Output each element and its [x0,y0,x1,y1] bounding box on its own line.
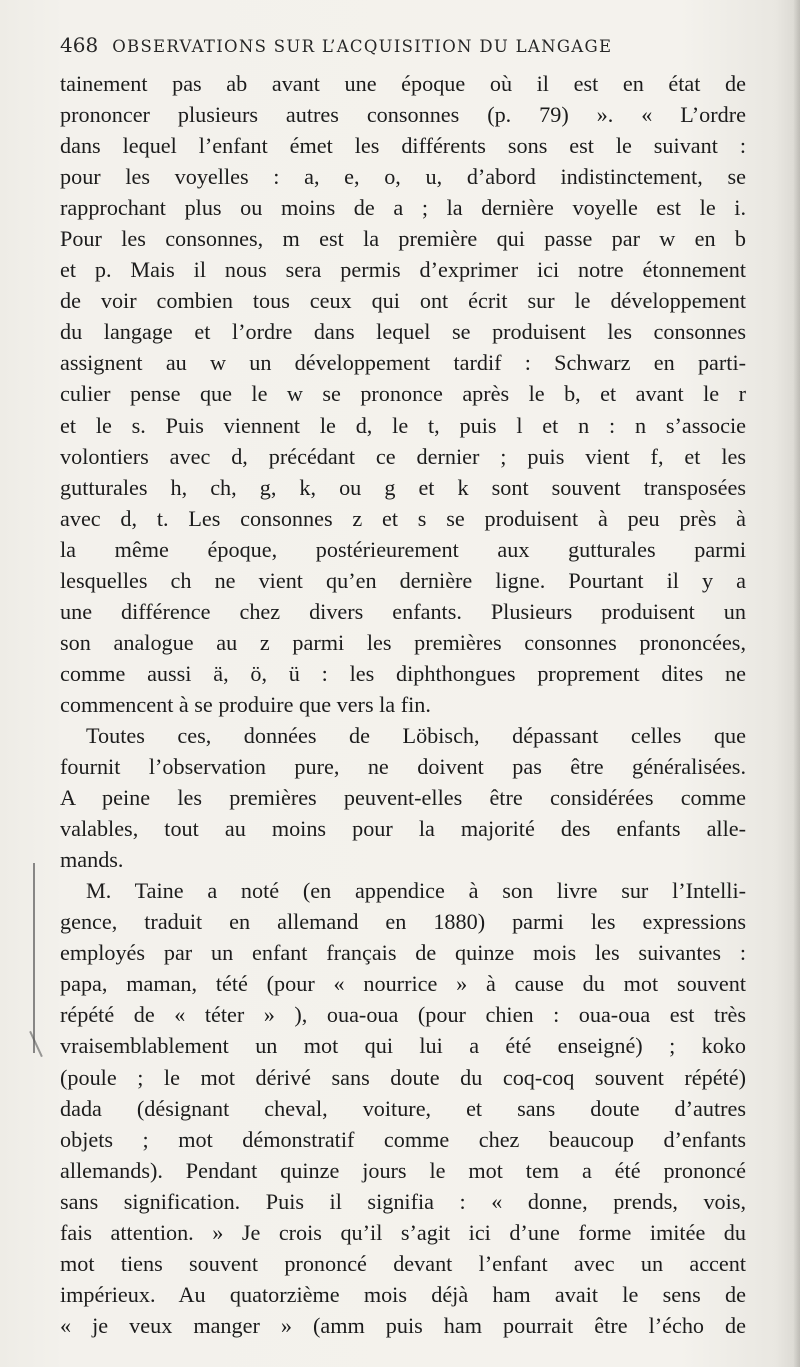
text-line: « je veux manger » (amm puis ham pourrait être l’écho de [60,1312,746,1338]
text-line: fais attention. » Je crois qu’il s’agit ici d’une forme imitée du [60,1219,746,1245]
page-edge [794,0,800,1367]
text-line: du langage et l’ordre dans lequel se produisent les consonnes [60,319,746,345]
text-line: Pour les consonnes, m est la première qui passe par w en b [60,226,746,252]
text-line: (poule ; le mot dérivé sans doute du coq-coq souvent répété) [60,1064,746,1090]
margin-pencil-mark [33,863,35,1053]
text-line: objets ; mot démonstratif comme chez beaucoup d’enfants [60,1126,746,1152]
text-line: rapprochant plus ou moins de a ; la dernière voyelle est le i. [60,195,746,221]
text-line: comme aussi ä, ö, ü : les diphthongues proprement dites ne [60,660,746,686]
text-line: Toutes ces, données de Löbisch, dépassant celles que [86,722,746,748]
text-line: sans signification. Puis il signifia : « donne, prends, vois, [60,1188,746,1214]
margin-pencil-mark-tail [29,1031,43,1057]
body-text [60,68,746,1341]
running-title: OBSERVATIONS SUR L’ACQUISITION DU LANGAGE [112,37,613,56]
text-line: vraisemblablement un mot qui lui a été enseigné) ; koko [60,1033,746,1059]
text-line: fournit l’observation pure, ne doivent pas être généralisées. [60,754,746,780]
text-line: M. Taine a noté (en appendice à son livre sur l’Intelli- [86,878,746,904]
text-line: de voir combien tous ceux qui ont écrit sur le développement [60,288,746,314]
text-line: avec d, t. Les consonnes z et s se produisent à peu près à [60,505,746,531]
text-line: tainement pas ab avant une époque où il est en état de [60,71,746,96]
text-line: dada (désignant cheval, voiture, et sans doute d’autres [60,1095,746,1121]
text-line: prononcer plusieurs autres consonnes (p. 79) ». « L’ordre [60,102,746,128]
text-line: dans lequel l’enfant émet les différents sons est le suivant : [60,133,746,159]
text-line: mands. [60,847,124,873]
text-line: culier pense que le w se prononce après le b, et avant le r [60,381,746,407]
text-line: lesquelles ch ne vient qu’en dernière ligne. Pourtant il y a [60,567,746,593]
text-line: et p. Mais il nous sera permis d’exprimer ici notre étonnement [60,257,746,283]
text-line: commencent à se produire que vers la fin. [60,691,431,717]
text-line: employés par un enfant français de quinze mois les suivantes : [60,940,746,966]
text-line: volontiers avec d, précédant ce dernier ; puis vient f, et les [60,443,746,469]
running-header [60,33,745,57]
text-line: papa, maman, tété (pour « nourrice » à cause du mot souvent [60,971,746,997]
text-line: mot tiens souvent prononcé devant l’enfant avec un accent [60,1250,746,1276]
text-line: la même époque, postérieurement aux gutturales parmi [60,536,746,562]
text-line: et le s. Puis viennent le d, le t, puis l et n : n s’associe [60,412,746,438]
text-line: répété de « téter » ), oua-oua (pour chien : oua-oua est très [60,1002,746,1028]
text-line: pour les voyelles : a, e, o, u, d’abord indistinctement, se [60,164,746,190]
text-line: assignent au w un développement tardif : Schwarz en parti- [60,350,746,376]
text-line: une différence chez divers enfants. Plusieurs produisent un [60,598,746,624]
text-line: allemands). Pendant quinze jours le mot tem a été prononcé [60,1157,746,1183]
page-number: 468 [60,33,99,57]
text-line: A peine les premières peuvent-elles être considérées comme [60,785,746,811]
text-line: gence, traduit en allemand en 1880) parmi les expressions [60,909,746,935]
text-line: impérieux. Au quatorzième mois déjà ham avait le sens de [60,1281,746,1307]
text-line: son analogue au z parmi les premières consonnes prononcées, [60,629,746,655]
text-line: valables, tout au moins pour la majorité des enfants alle- [60,816,746,842]
text-line: gutturales h, ch, g, k, ou g et k sont souvent transposées [60,474,746,500]
